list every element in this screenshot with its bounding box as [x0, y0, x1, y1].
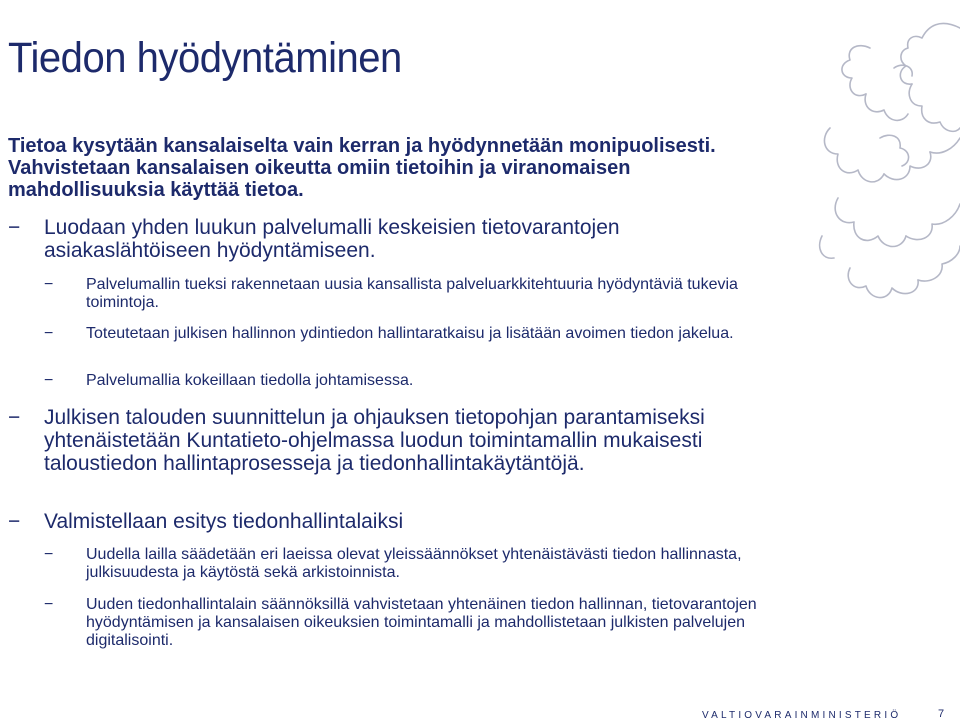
- dash-bullet: −: [8, 216, 21, 239]
- list-item-text: Toteutetaan julkisen hallinnon ydintiedon hallintaratkaisu ja lisätään avoimen tiedon jakelua.: [86, 325, 734, 342]
- list-item-text: Palvelumallin tueksi rakennetaan uusia kansallista palveluarkkitehtuuria hyödyntäviä tukevia toimintoja.: [86, 276, 738, 311]
- list-item: [8, 216, 788, 262]
- dash-bullet: −: [44, 276, 54, 293]
- list-item: [44, 276, 784, 312]
- list-item: [8, 510, 788, 533]
- list-item: [8, 406, 713, 475]
- dash-bullet: −: [44, 372, 54, 389]
- list-item: [44, 372, 784, 390]
- lion-emblem-icon: [810, 8, 960, 318]
- dash-bullet: −: [44, 325, 54, 342]
- ministry-name: VALTIOVARAINMINISTERIÖ: [702, 710, 902, 721]
- list-item-text: Julkisen talouden suunnittelun ja ohjauksen tietopohjan parantamiseksi yhtenäistetään Kuntatieto-ohjelmassa luodun toimintamallin mukaisesti taloustiedon hallintaprosesseja ja tiedonhallintakäytäntöjä.: [44, 406, 705, 475]
- list-item-text: Uuden tiedonhallintalain säännöksillä vahvistetaan yhtenäinen tiedon hallinnan, tietovarantojen hyödyntämisen ja kansalaisen oikeuksien toimintamalli ja mahdollistetaan julkisten palvelujen digitalisointi.: [86, 596, 757, 649]
- page-title: Tiedon hyödyntäminen: [8, 34, 402, 82]
- dash-bullet: −: [8, 406, 21, 429]
- list-item: [44, 546, 804, 582]
- dash-bullet: −: [44, 546, 54, 563]
- list-item-text: Palvelumallia kokeillaan tiedolla johtamisessa.: [86, 372, 414, 389]
- list-item-text: Valmistellaan esitys tiedonhallintalaiksi: [44, 510, 404, 533]
- list-item-text: Luodaan yhden luukun palvelumalli keskeisien tietovarantojen asiakaslähtöiseen hyödyntämiseen.: [44, 216, 620, 262]
- dash-bullet: −: [8, 510, 21, 533]
- list-item-text: Uudella lailla säädetään eri laeissa olevat yleissäännökset yhtenäistävästi tiedon hallinnasta, julkisuudesta ja käytöstä sekä arkistoinnista.: [86, 546, 742, 581]
- list-item: [44, 325, 784, 343]
- intro-paragraph: Tietoa kysytään kansalaiselta vain kerran ja hyödynnetään monipuolisesti. Vahvistetaan kansalaisen oikeutta omiin tietoihin ja viranomaisen mahdollisuuksia käyttää tietoa.: [8, 135, 716, 201]
- page-number: 7: [938, 708, 945, 720]
- list-item: [44, 596, 804, 650]
- dash-bullet: −: [44, 596, 54, 613]
